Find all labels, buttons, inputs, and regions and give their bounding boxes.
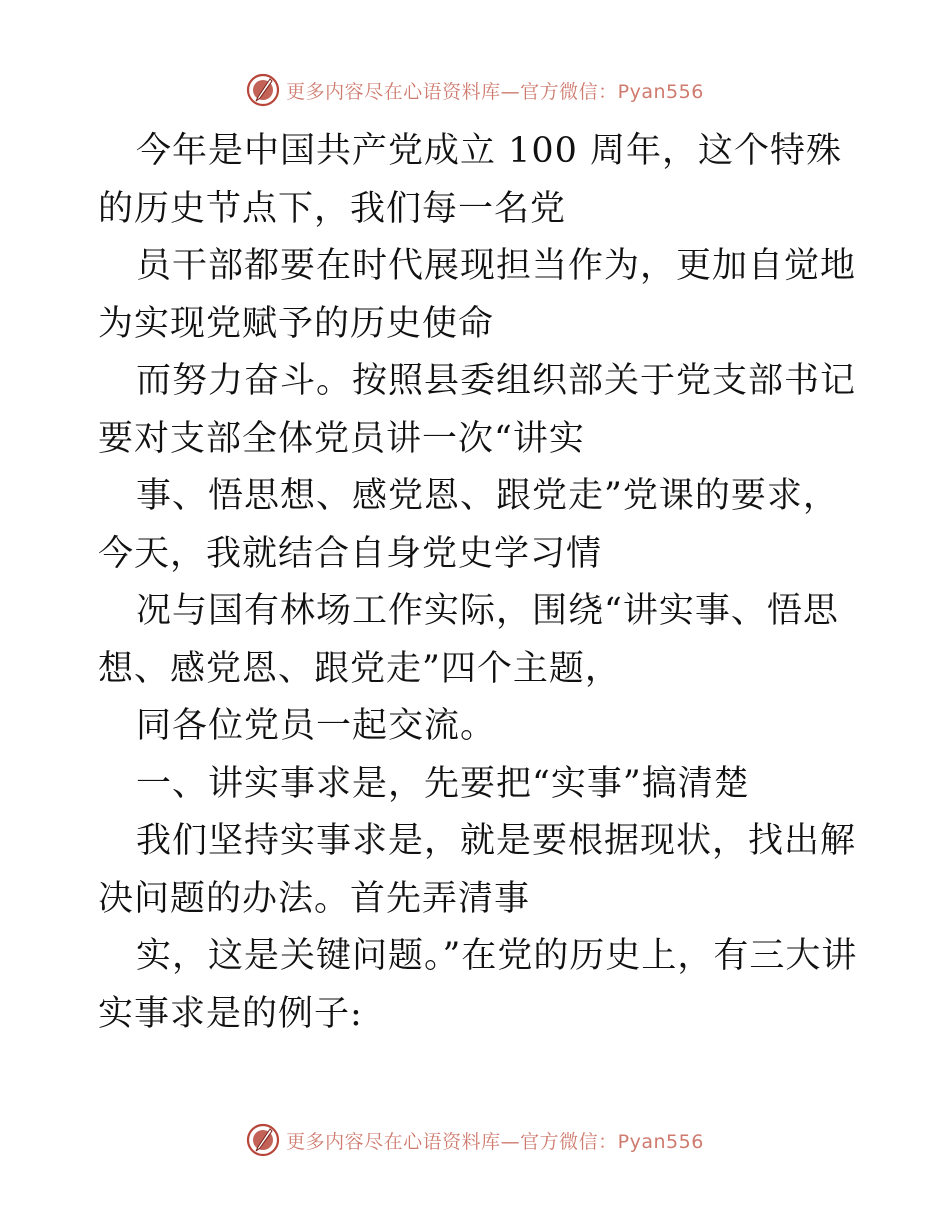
- footer-watermark: [0, 1122, 950, 1158]
- paragraph: 而努力奋斗。按照县委组织部关于党支部书记要对支部全体党员讲一次“讲实: [98, 361, 857, 459]
- paragraph: 我们坚持实事求是，就是要根据现状，找出解决问题的办法。首先弄清事: [98, 821, 857, 919]
- paragraph: 今年是中国共产党成立 100 周年，这个特殊的历史节点下，我们每一名党: [98, 131, 843, 229]
- paragraph: 员干部都要在时代展现担当作为，更加自觉地为实现党赋予的历史使命: [98, 246, 857, 344]
- header-watermark: [0, 72, 950, 108]
- paragraph: 况与国有林场工作实际，围绕“讲实事、悟思想、感党恩、跟党走”四个主题，: [98, 591, 839, 689]
- paragraph: 同各位党员一起交流。: [136, 706, 497, 746]
- quill-pen-logo-icon: [246, 73, 280, 107]
- section-heading: 一、讲实事求是，先要把“实事”搞清楚: [136, 763, 750, 804]
- quill-pen-logo-icon: [246, 1123, 280, 1157]
- watermark-text: 更多内容尽在心语资料库—官方微信：Pyan556: [286, 1130, 704, 1153]
- watermark-text: 更多内容尽在心语资料库—官方微信：Pyan556: [286, 80, 704, 103]
- paragraph: 事、悟思想、感党恩、跟党走”党课的要求，今天，我就结合自身党史学习情: [98, 476, 839, 574]
- document-body: [98, 123, 858, 1043]
- paragraph: 实，这是关键问题。”在党的历史上，有三大讲实事求是的例子:: [98, 936, 858, 1034]
